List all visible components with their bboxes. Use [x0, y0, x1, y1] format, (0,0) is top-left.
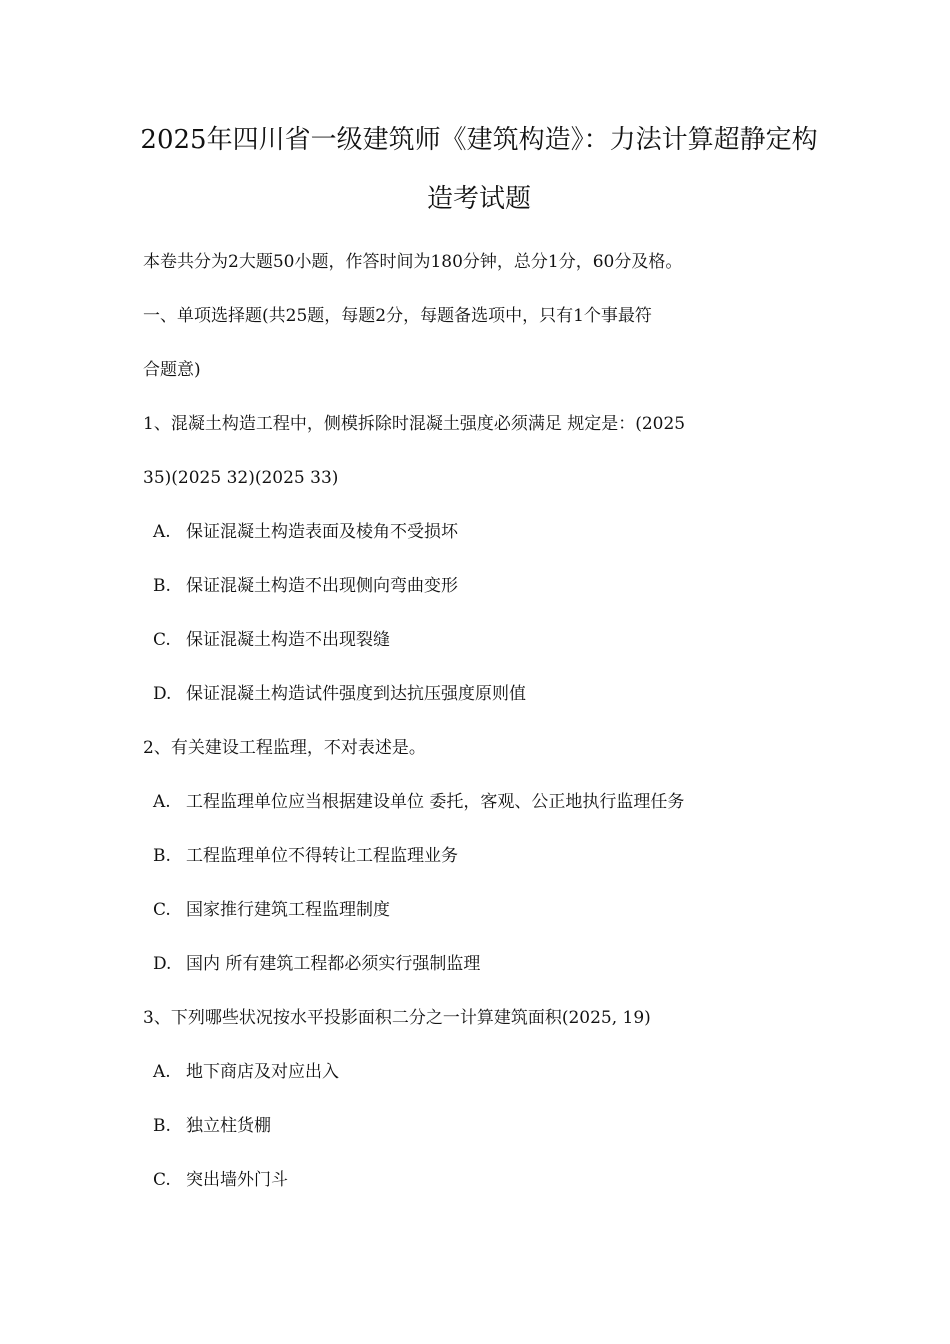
- document-title-line-2: 造考试题: [426, 184, 531, 214]
- question-1-option-c: [153, 629, 390, 651]
- question-1-option-d: [153, 683, 526, 705]
- question-2-option-c: [153, 899, 390, 921]
- question-2-option-b: [153, 845, 458, 867]
- option-letter: B.: [153, 576, 171, 596]
- option-text: 保证混凝土构造不出现裂缝: [186, 630, 390, 650]
- option-text: 突出墙外门斗: [186, 1170, 288, 1190]
- option-letter: D.: [153, 954, 172, 974]
- option-letter: D.: [153, 684, 172, 704]
- option-letter: B.: [153, 846, 171, 866]
- option-text: 保证混凝土构造表面及棱角不受损坏: [186, 522, 458, 542]
- option-text: 工程监理单位应当根据建设单位 委托，客观、公正地执行监理任务: [186, 792, 685, 812]
- option-letter: B.: [153, 1116, 171, 1136]
- option-text: 独立柱货棚: [186, 1116, 271, 1136]
- option-letter: A.: [153, 792, 171, 812]
- section-heading-line-1: 一、单项选择题(共25题，每题2分，每题备选项中，只有1个事最符: [143, 306, 652, 326]
- option-text: 保证混凝土构造试件强度到达抗压强度原则值: [186, 684, 526, 704]
- question-1-stem-line-1: 1、混凝土构造工程中，侧模拆除时混凝土强度必须满足 规定是：(2025: [143, 414, 686, 434]
- option-letter: A.: [153, 522, 171, 542]
- question-1-stem-line-2: 35)(2025 32)(2025 33): [143, 468, 339, 488]
- option-letter: C.: [153, 900, 171, 920]
- option-text: 保证混凝土构造不出现侧向弯曲变形: [186, 576, 458, 596]
- question-2-option-a: [153, 791, 684, 813]
- question-1-option-a: [153, 521, 458, 543]
- section-heading-line-2: 合题意): [143, 360, 201, 380]
- question-3-option-c: [153, 1169, 288, 1191]
- question-3-option-b: [153, 1115, 271, 1137]
- question-2-stem: 2、有关建设工程监理，不对表述是。: [143, 738, 426, 758]
- option-letter: C.: [153, 630, 171, 650]
- option-text: 工程监理单位不得转让工程监理业务: [186, 846, 458, 866]
- exam-intro: 本卷共分为2大题50小题，作答时间为180分钟，总分1分，60分及格。: [143, 252, 683, 272]
- question-3-option-a: [153, 1061, 339, 1083]
- question-2-option-d: [153, 953, 480, 975]
- document-title-line-1: 2025年四川省一级建筑师《建筑构造》：力法计算超静定构: [140, 125, 818, 155]
- option-letter: C.: [153, 1170, 171, 1190]
- question-1-option-b: [153, 575, 458, 597]
- option-letter: A.: [153, 1062, 171, 1082]
- option-text: 国内 所有建筑工程都必须实行强制监理: [186, 954, 481, 974]
- option-text: 地下商店及对应出入: [186, 1062, 339, 1082]
- option-text: 国家推行建筑工程监理制度: [186, 900, 390, 920]
- question-3-stem: 3、下列哪些状况按水平投影面积二分之一计算建筑面积(2025, 19): [143, 1008, 651, 1028]
